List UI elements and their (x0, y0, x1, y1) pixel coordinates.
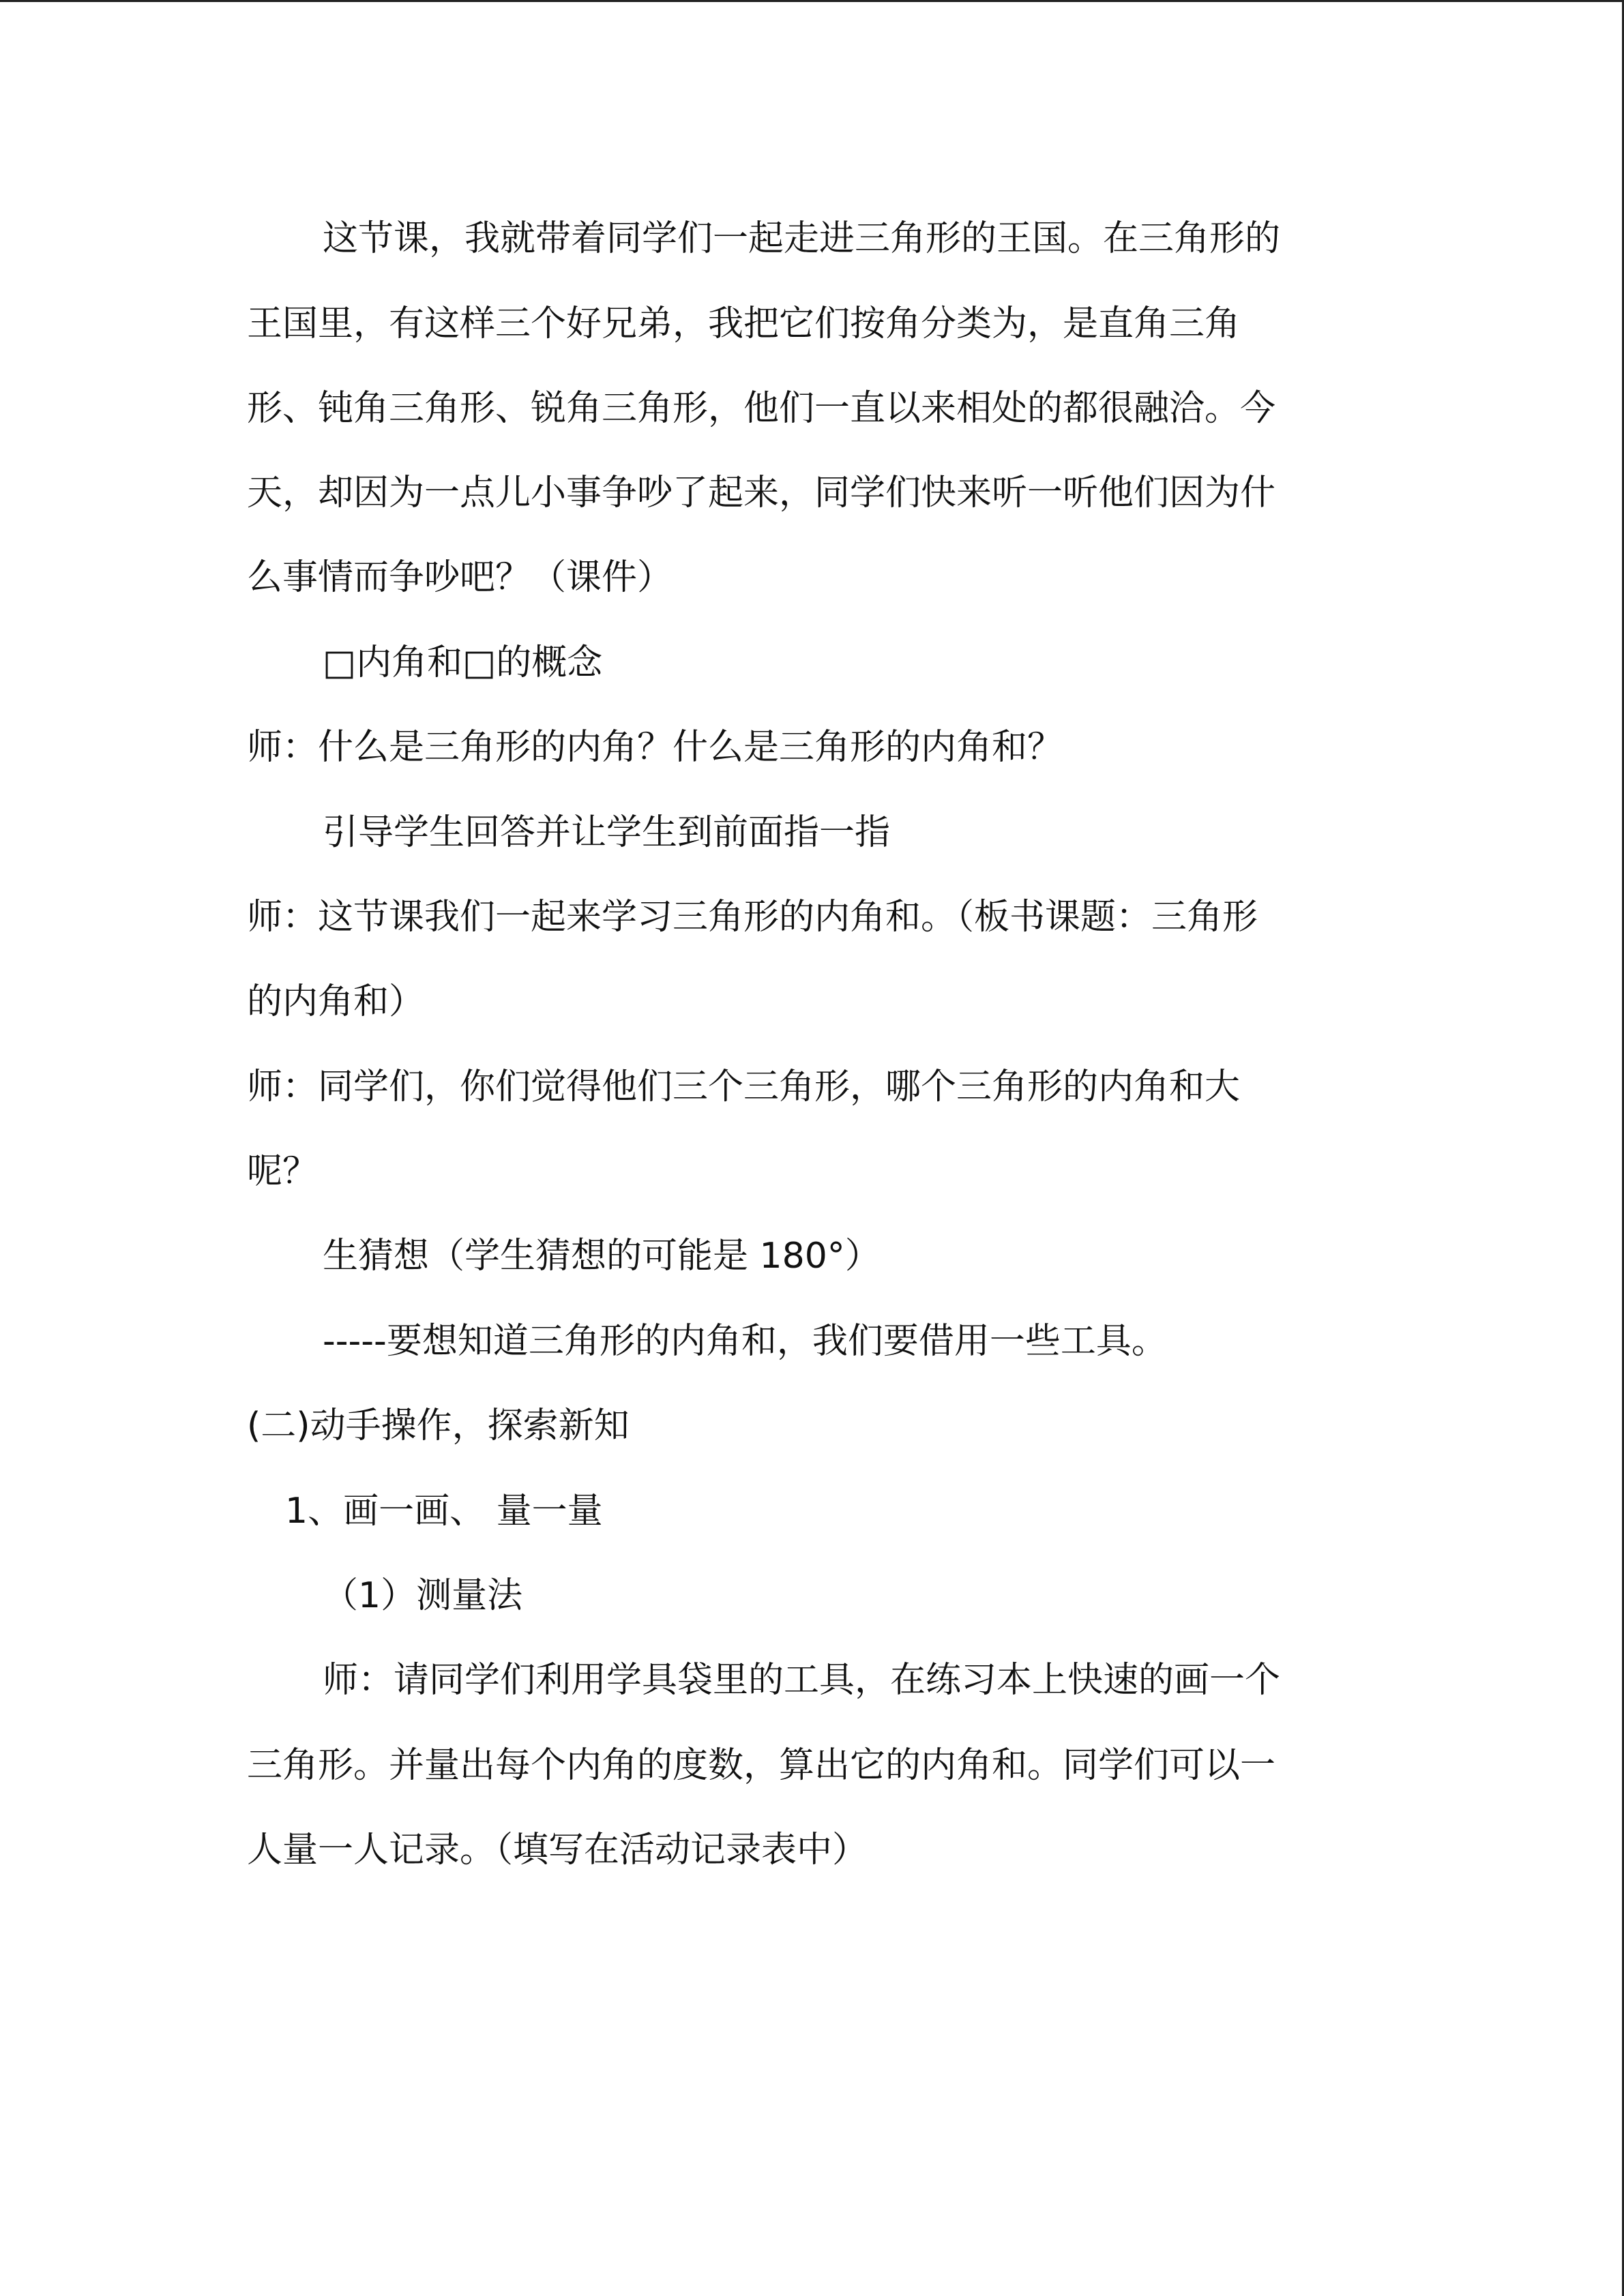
paragraph-line: 形、钝角三角形、锐角三角形，他们一直以来相处的都很融洽。今 (247, 388, 1276, 429)
subsection-heading: （1）测量法 (323, 1575, 523, 1616)
paragraph-line: 王国里，有这样三个好兄弟，我把它们按角分类为，是直角三角 (247, 303, 1241, 344)
paragraph-line: 呢？ (247, 1151, 319, 1192)
section-heading: (二)动手操作，探索新知 (247, 1405, 630, 1446)
paragraph-line: 么事情而争吵吧？（课件） (247, 557, 673, 598)
paragraph-line: 这节课，我就带着同学们一起走进三角形的王国。在三角形的 (323, 218, 1281, 259)
paragraph-line: 师：这节课我们一起来学习三角形的内角和。（板书课题：三角形 (247, 897, 1258, 938)
subsection-heading: 1、画一画、 量一量 (285, 1491, 603, 1532)
paragraph-line: 师：请同学们利用学具袋里的工具，在练习本上快速的画一个 (323, 1660, 1281, 1701)
paragraph-line: 师：同学们，你们觉得他们三个三角形，哪个三角形的内角和大 (247, 1067, 1241, 1107)
paragraph-line: 人量一人记录。（填写在活动记录表中） (247, 1830, 868, 1870)
paragraph-line: 天，却因为一点儿小事争吵了起来，同学们快来听一听他们因为什 (247, 473, 1276, 513)
section-heading: □内角和□的概念 (323, 642, 603, 683)
paragraph-line: 三角形。并量出每个内角的度数，算出它的内角和。同学们可以一 (247, 1745, 1276, 1786)
page-border-top (0, 0, 1624, 2)
paragraph-line: 师：什么是三角形的内角？什么是三角形的内角和？ (247, 727, 1063, 768)
paragraph-line: 生猜想（学生猜想的可能是 180°） (323, 1236, 881, 1277)
paragraph-line: 引导学生回答并让学生到前面指一指 (323, 812, 891, 853)
paragraph-line: -----要想知道三角形的内角和，我们要借用一些工具。 (323, 1321, 1167, 1362)
paragraph-line: 的内角和） (247, 981, 425, 1022)
